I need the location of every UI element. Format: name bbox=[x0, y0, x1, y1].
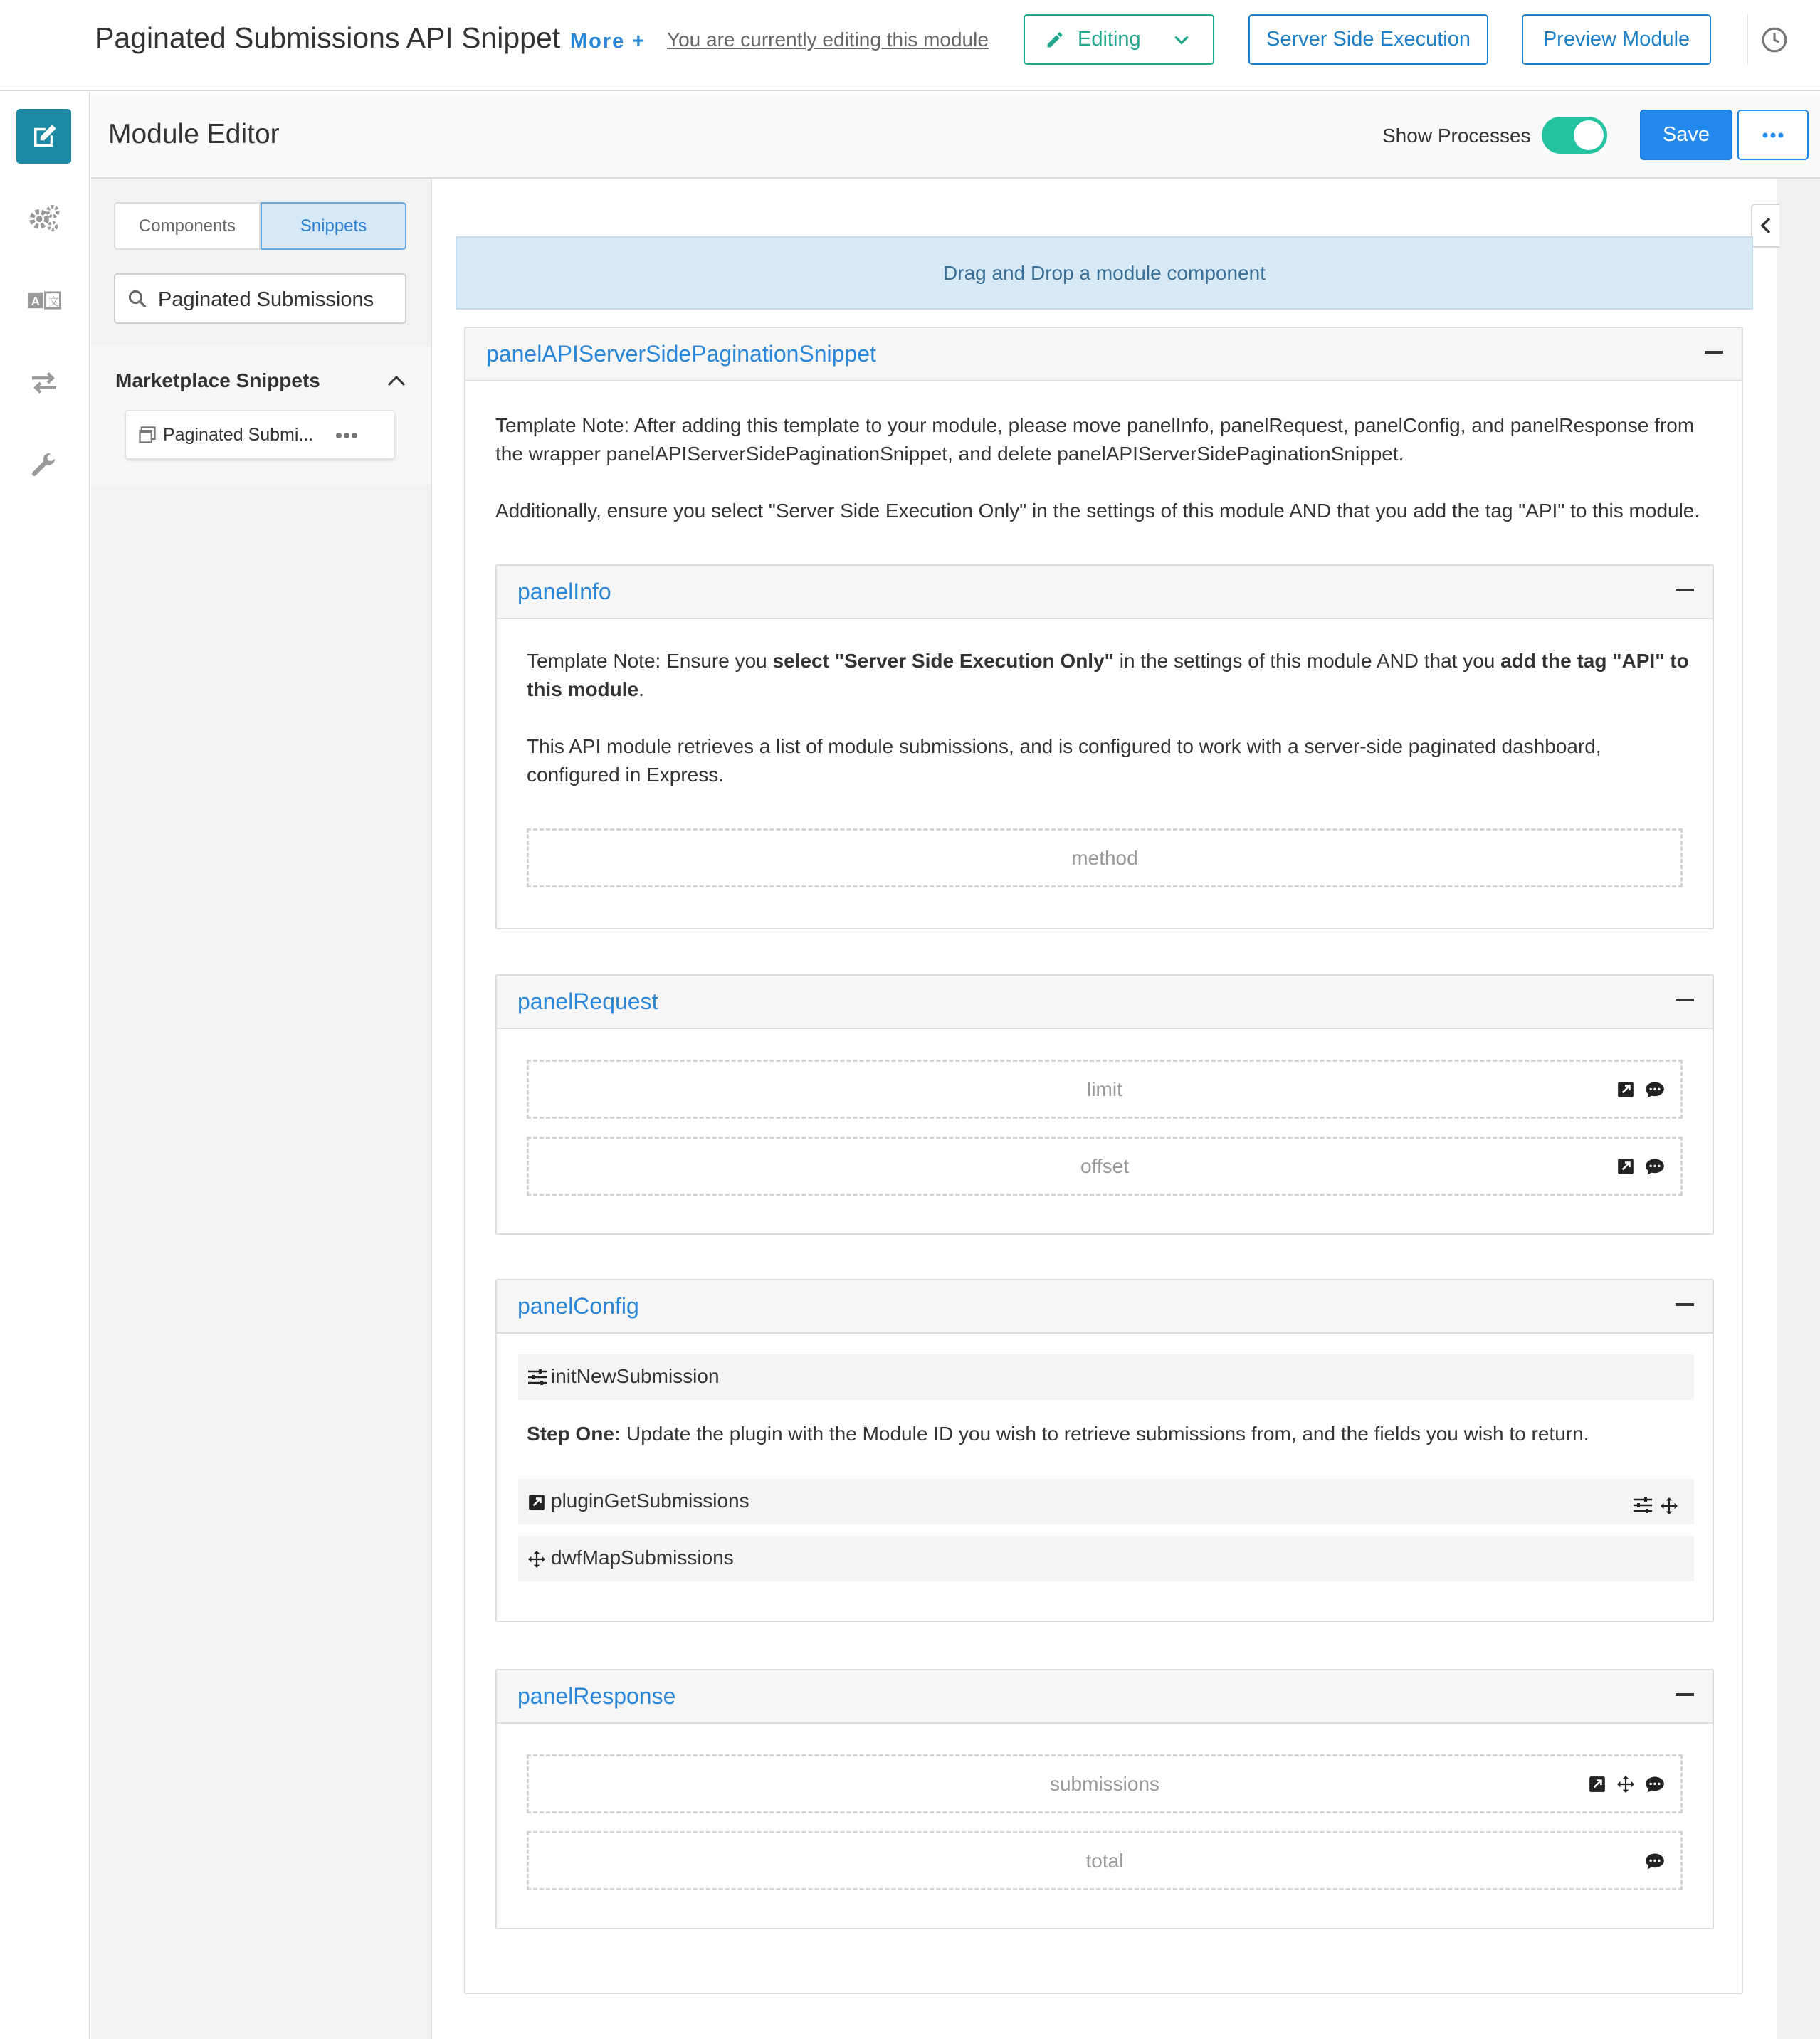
note-text: . bbox=[638, 678, 644, 700]
editing-status-link[interactable]: You are currently editing this module bbox=[667, 28, 989, 51]
panel-request bbox=[495, 974, 1714, 1235]
minimize-icon[interactable] bbox=[1676, 1693, 1694, 1696]
ellipsis-icon bbox=[1762, 132, 1784, 138]
chevron-down-icon bbox=[1172, 31, 1191, 49]
process-name: initNewSubmission bbox=[551, 1365, 720, 1387]
wrapper-additional-note: Additionally, ensure you select "Server Side Execution Only" in the settings of this module AND that you add the tag "API" to this module. bbox=[495, 500, 1700, 522]
tab-components[interactable]: Components bbox=[114, 202, 261, 250]
more-options-button[interactable] bbox=[1737, 110, 1809, 160]
panel-config-title: panelConfig bbox=[517, 1293, 639, 1319]
process-name: dwfMapSubmissions bbox=[551, 1547, 734, 1569]
panel-config-header[interactable] bbox=[497, 1280, 1713, 1334]
field-method[interactable]: method bbox=[527, 828, 1683, 887]
note-bold-text: select "Server Side Execution Only" bbox=[772, 650, 1114, 672]
rail-settings-button[interactable] bbox=[16, 190, 71, 245]
save-button[interactable]: Save bbox=[1640, 110, 1732, 160]
move-icon[interactable] bbox=[1616, 1775, 1635, 1793]
external-link-icon[interactable] bbox=[1616, 1080, 1635, 1099]
snippet-search-box bbox=[114, 273, 406, 324]
editing-mode-dropdown[interactable] bbox=[1024, 14, 1214, 65]
show-processes-label: Show Processes bbox=[1382, 125, 1531, 147]
move-icon bbox=[527, 1550, 546, 1569]
editor-header bbox=[91, 92, 1820, 179]
panel-response bbox=[495, 1669, 1714, 1929]
window-icon bbox=[137, 425, 157, 445]
snippet-search-input[interactable] bbox=[158, 288, 393, 312]
field-offset[interactable] bbox=[527, 1137, 1683, 1196]
minimize-icon[interactable] bbox=[1705, 351, 1723, 354]
step-label: Step One: bbox=[527, 1423, 621, 1445]
wrapper-panel-header[interactable] bbox=[465, 328, 1742, 381]
snippet-card[interactable] bbox=[125, 410, 395, 459]
field-limit[interactable] bbox=[527, 1060, 1683, 1119]
rail-editor-button[interactable] bbox=[16, 109, 71, 164]
panel-response-title: panelResponse bbox=[517, 1683, 676, 1709]
pencil-icon bbox=[1045, 30, 1065, 50]
wrapper-panel bbox=[464, 327, 1743, 1994]
minimize-icon[interactable] bbox=[1676, 1303, 1694, 1306]
external-link-icon[interactable] bbox=[1588, 1775, 1606, 1793]
field-total[interactable] bbox=[527, 1831, 1683, 1890]
rail-translations-button[interactable] bbox=[16, 273, 71, 327]
component-sidebar bbox=[91, 179, 432, 2039]
panel-info-description: This API module retrieves a list of module submissions, and is configured to work with a server-side paginated dashboard, configured in Express. bbox=[527, 735, 1601, 786]
chevron-up-icon[interactable] bbox=[386, 374, 406, 388]
external-link-icon[interactable] bbox=[1616, 1157, 1635, 1176]
toggle-knob bbox=[1574, 120, 1604, 150]
external-link-icon bbox=[527, 1493, 546, 1512]
sliders-icon bbox=[527, 1369, 547, 1386]
comment-icon[interactable] bbox=[1645, 1157, 1665, 1176]
wrapper-panel-title: panelAPIServerSidePaginationSnippet bbox=[486, 341, 876, 367]
wrapper-template-note: Template Note: After adding this template to your module, please move panelInfo, panelRequest, panelConfig, and panelResponse from the wrapper panelAPIServerSidePaginationSnippet, and delete panelAPIServerSidePaginationSnippet. bbox=[495, 414, 1695, 465]
collapse-panel-button[interactable] bbox=[1751, 204, 1779, 248]
settings-gears-icon bbox=[27, 202, 61, 233]
chevron-left-icon bbox=[1759, 216, 1772, 236]
note-text: Template Note: Ensure you bbox=[527, 650, 773, 672]
module-title: Paginated Submissions API Snippet bbox=[95, 21, 561, 54]
search-icon bbox=[127, 288, 148, 310]
svg-text:A: A bbox=[31, 294, 40, 308]
process-plugin-get-submissions[interactable] bbox=[518, 1479, 1694, 1524]
panel-info bbox=[495, 564, 1714, 929]
snippet-options-icon[interactable] bbox=[335, 432, 358, 439]
move-icon[interactable] bbox=[1660, 1497, 1678, 1515]
tab-snippets[interactable]: Snippets bbox=[261, 202, 406, 250]
editor-title: Module Editor bbox=[108, 119, 280, 149]
sliders-icon[interactable] bbox=[1633, 1497, 1653, 1515]
wrench-icon bbox=[30, 451, 58, 480]
more-link[interactable]: More + bbox=[570, 30, 646, 53]
note-bold-text: add the tag "API" to this module bbox=[527, 650, 1689, 700]
preview-module-button[interactable]: Preview Module bbox=[1522, 14, 1711, 65]
top-bar bbox=[0, 0, 1820, 91]
process-dwf-map-submissions[interactable] bbox=[518, 1536, 1694, 1581]
comment-icon[interactable] bbox=[1645, 1852, 1665, 1870]
rail-tools-button[interactable] bbox=[16, 438, 71, 492]
process-name: pluginGetSubmissions bbox=[551, 1490, 749, 1512]
comment-icon[interactable] bbox=[1645, 1775, 1665, 1793]
show-processes-toggle[interactable] bbox=[1542, 117, 1607, 154]
panel-config-step-note bbox=[527, 1420, 1589, 1448]
editing-label: Editing bbox=[1078, 28, 1141, 51]
panel-info-template-note bbox=[527, 647, 1694, 704]
rail-integrations-button[interactable] bbox=[16, 355, 71, 410]
clock-icon bbox=[1761, 26, 1788, 53]
panel-info-header[interactable] bbox=[497, 566, 1713, 619]
server-side-execution-button[interactable]: Server Side Execution bbox=[1248, 14, 1488, 65]
marketplace-snippets-header[interactable]: Marketplace Snippets bbox=[115, 369, 320, 391]
snippet-name: Paginated Submi... bbox=[163, 425, 314, 445]
panel-request-title: panelRequest bbox=[517, 989, 658, 1014]
process-init-new-submission[interactable] bbox=[518, 1354, 1694, 1400]
transfer-arrows-icon bbox=[29, 371, 59, 395]
translate-icon bbox=[27, 290, 61, 310]
history-button[interactable] bbox=[1747, 14, 1801, 65]
field-label: total bbox=[1085, 1849, 1124, 1872]
step-text: Update the plugin with the Module ID you wish to retrieve submissions from, and the fields you wish to return. bbox=[621, 1423, 1589, 1445]
comment-icon[interactable] bbox=[1645, 1080, 1665, 1099]
panel-info-title: panelInfo bbox=[517, 579, 611, 604]
minimize-icon[interactable] bbox=[1676, 589, 1694, 591]
field-label: limit bbox=[1087, 1078, 1122, 1100]
left-rail bbox=[0, 92, 90, 2039]
panel-request-header[interactable] bbox=[497, 976, 1713, 1029]
component-dropzone[interactable]: Drag and Drop a module component bbox=[456, 236, 1753, 310]
panel-response-header[interactable] bbox=[497, 1670, 1713, 1724]
panel-config bbox=[495, 1279, 1714, 1622]
svg-text:文: 文 bbox=[48, 295, 59, 308]
note-text: in the settings of this module AND that you bbox=[1113, 650, 1501, 672]
field-label: offset bbox=[1080, 1154, 1129, 1177]
minimize-icon[interactable] bbox=[1676, 999, 1694, 1001]
edit-icon bbox=[29, 122, 59, 152]
field-submissions[interactable] bbox=[527, 1754, 1683, 1813]
field-label: submissions bbox=[1049, 1772, 1160, 1795]
sidebar-tabs bbox=[114, 202, 406, 250]
